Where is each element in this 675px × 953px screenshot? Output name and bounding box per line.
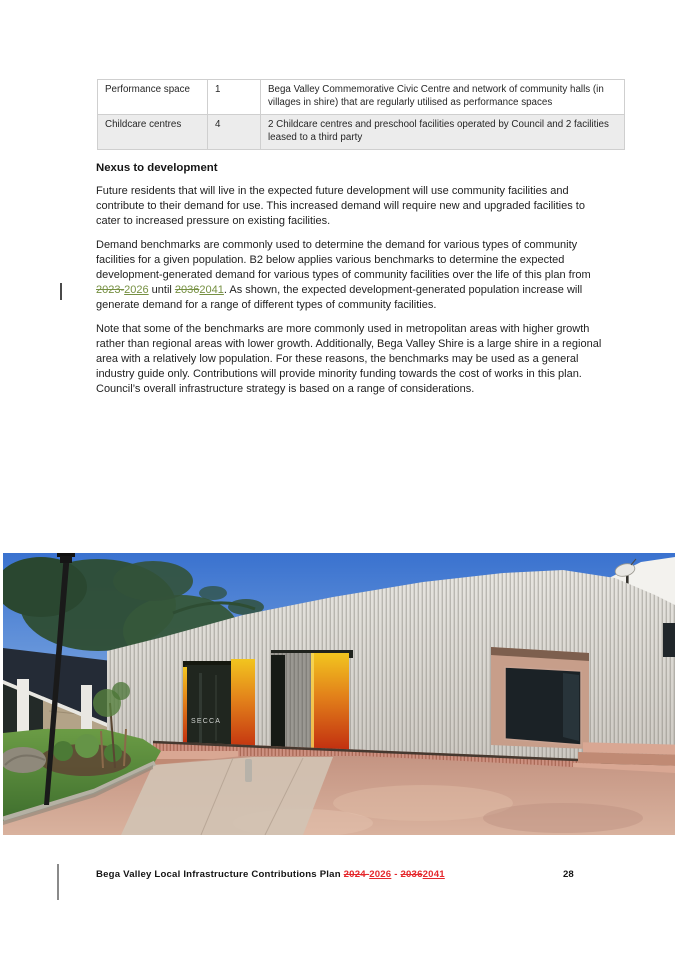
inserted-text: 2041 <box>199 283 224 296</box>
change-bar <box>57 864 59 900</box>
change-bar <box>60 283 62 300</box>
building-photograph <box>3 553 675 835</box>
paragraph-text: . As shown, the expected development-generated population increase will generate demand for a range of different types of community facilities. <box>96 283 583 311</box>
facility-description-cell: 2 Childcare centres and preschool facilities operated by Council and 2 facilities leased to a third party <box>261 115 625 150</box>
facilities-table <box>97 79 625 150</box>
section-heading: Nexus to development <box>96 162 218 174</box>
footer-deleted-text: 2024- <box>343 869 370 880</box>
footer-separator: - <box>391 869 401 880</box>
centre-entrance-portal <box>271 650 353 750</box>
table-row <box>98 80 625 115</box>
left-entrance-portal <box>183 659 255 751</box>
paragraph: Note that some of the benchmarks are more commonly used in metropolitan areas with higher growth rather than regional areas with lower growth. Additionally, Bega Valley Shire is a large shire in a regional area with a relatively low population. For these reasons, the benchmarks may be used as a general industry guide only. Contributions will provide minority funding towards the cost of works in this plan. Council’s overall infrastructure strategy is based on a range of considerations. <box>96 323 602 395</box>
footer-deleted-text: 2036 <box>400 869 423 880</box>
secca-sign: SECCA <box>191 718 222 725</box>
orange-pillar <box>311 653 349 750</box>
footer-inserted-text: 2041 <box>422 869 445 880</box>
deleted-text: 2023- <box>96 283 125 296</box>
paragraph-text: Demand benchmarks are commonly used to determine the demand for various types of community facilities for a given population. B2 below applies various benchmarks to determine the expected development-generated demand for various types of community facilities over the life of this plan from <box>96 239 591 281</box>
inserted-text: 2026 <box>124 283 149 296</box>
facility-description-cell: Bega Valley Commemorative Civic Centre and network of community halls (in villages in shire) that are regularly utilised as performance spaces <box>261 80 625 115</box>
paragraph-with-tracked-changes <box>96 238 603 313</box>
deleted-text: 2036 <box>174 283 200 296</box>
footer-title-text: Bega Valley Local Infrastructure Contributions Plan <box>96 869 344 880</box>
paragraph-text: until <box>148 283 175 296</box>
footer-title <box>96 869 445 880</box>
table-row <box>98 115 625 150</box>
orange-pillar <box>231 659 255 751</box>
footer-inserted-text: 2026 <box>369 869 392 880</box>
bollard <box>245 759 252 782</box>
paragraph: Future residents that will live in the expected future development will use community facilities and contribute to their demand for use. This increased demand will require new and upgraded facilities to cater to increased pressure on existing facilities. <box>96 184 585 227</box>
facility-count-cell: 4 <box>208 115 261 150</box>
right-window-recess <box>491 647 589 749</box>
page-number: 28 <box>563 869 574 880</box>
facility-name-cell: Performance space <box>98 80 208 115</box>
body-text-column <box>96 161 603 406</box>
far-right-window-sliver <box>663 623 675 657</box>
facility-count-cell: 1 <box>208 80 261 115</box>
facility-name-cell: Childcare centres <box>98 115 208 150</box>
